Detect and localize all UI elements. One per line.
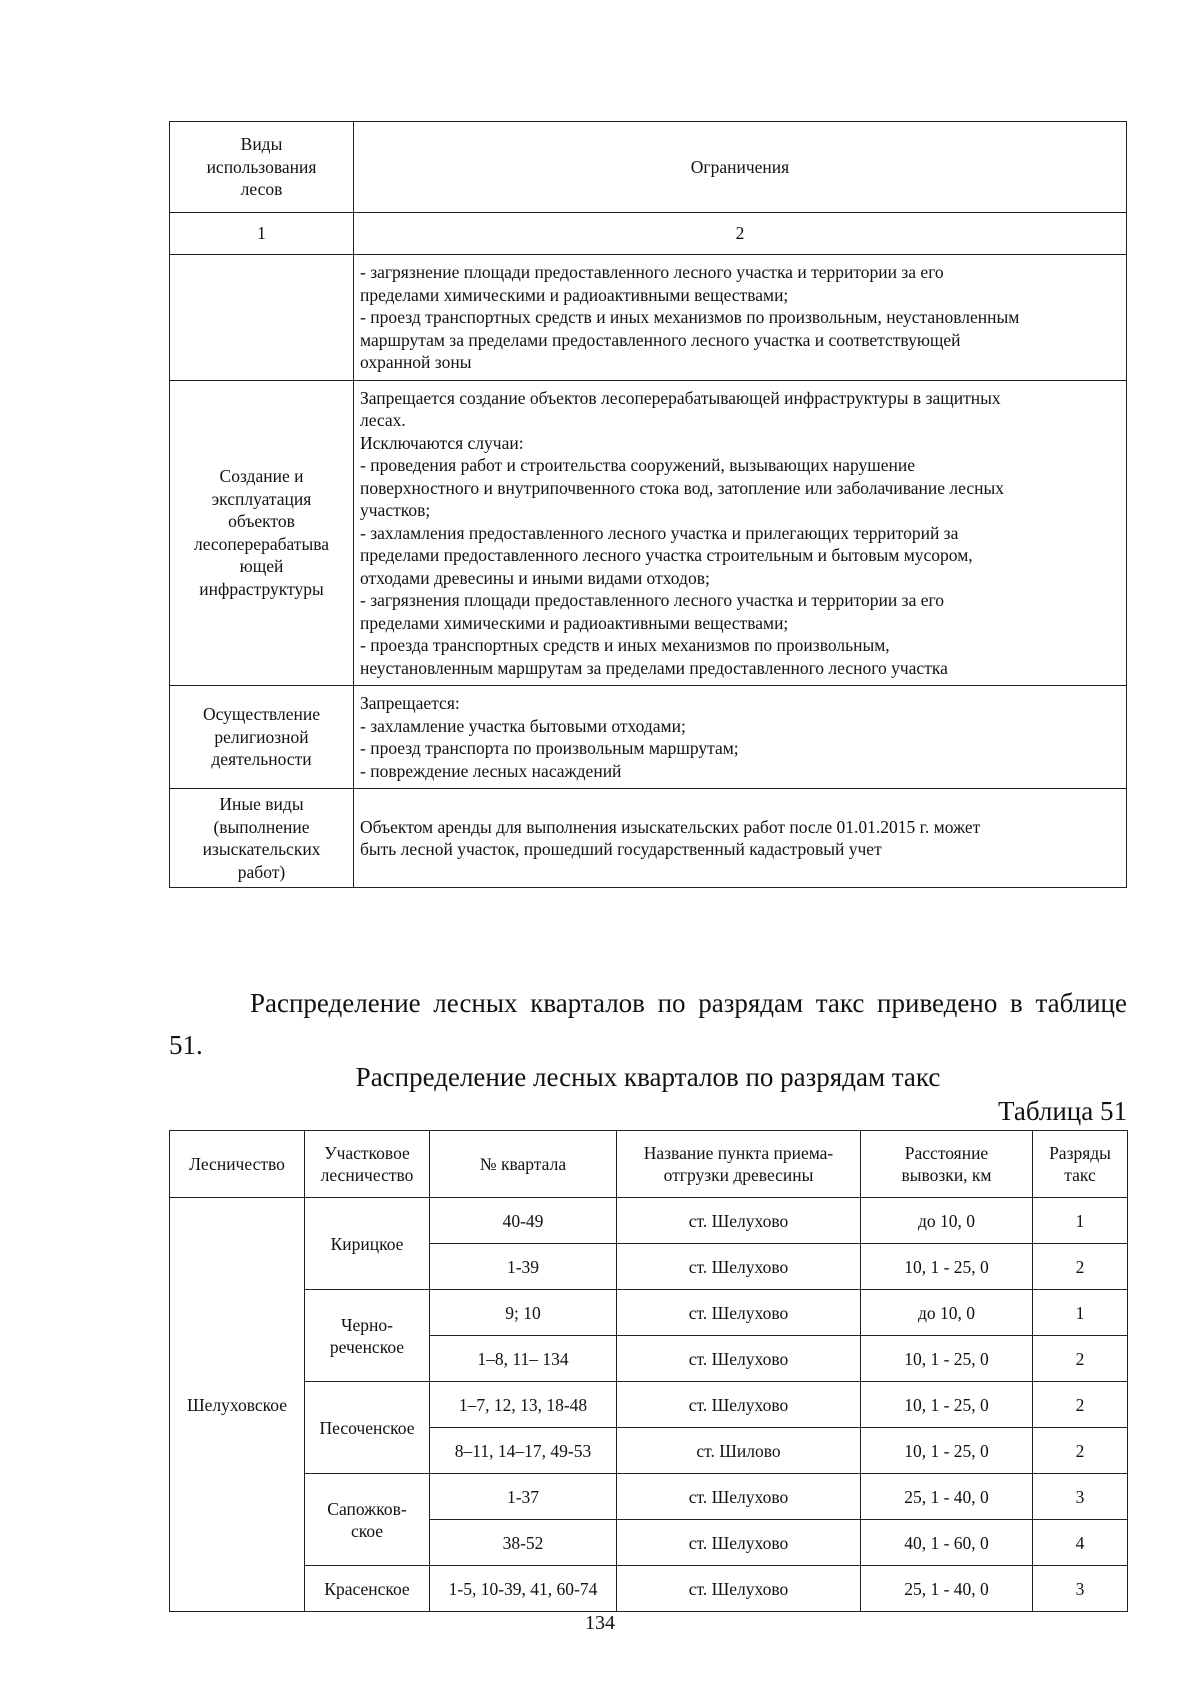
haul-distance: 10, 1 - 25, 0 [861, 1382, 1033, 1428]
quarter-number: 1-5, 10-39, 41, 60-74 [430, 1566, 617, 1612]
column-number-1: 1 [170, 213, 354, 255]
restriction-line: - загрязнение площади предоставленного лесного участка и территории за его [360, 262, 944, 282]
restriction-line: - повреждение лесных насаждений [360, 760, 622, 781]
table-row [170, 1290, 1128, 1336]
forestry-name: Шелуховское [170, 1198, 305, 1612]
district-name-line: ское [350, 1520, 384, 1541]
column-header-line: такс [1064, 1165, 1096, 1185]
column-header [617, 1131, 861, 1198]
restriction-line: - захламления предоставленного лесного участка и прилегающих территорий за [360, 522, 959, 543]
forest-use-type [170, 789, 354, 888]
forest-use-type-line: ющей [239, 556, 284, 577]
table-row [170, 1382, 1128, 1428]
district-name-line: Красенское [324, 1578, 410, 1599]
column-header-line: вывозки, км [901, 1165, 992, 1185]
header-line: лесов [240, 179, 283, 200]
tax-rank-table [169, 1130, 1128, 1612]
restriction-line: участков; [360, 500, 431, 520]
column-header [1033, 1131, 1128, 1198]
column-number-2: 2 [354, 213, 1127, 255]
column-header-line: Участковое [324, 1143, 410, 1163]
header-restrictions: Ограничения [354, 122, 1127, 213]
restriction-text [354, 686, 1127, 789]
restriction-text [354, 255, 1127, 381]
loading-point: ст. Шелухово [617, 1382, 861, 1428]
restriction-row [170, 255, 1127, 381]
forest-use-type-line: объектов [228, 511, 295, 532]
quarter-number: 40-49 [430, 1198, 617, 1244]
restriction-line: неустановленным маршрутам за пределами предоставленного лесного участка [360, 657, 948, 678]
forest-use-type [170, 255, 354, 381]
tax-rank: 3 [1033, 1474, 1128, 1520]
haul-distance: до 10, 0 [861, 1198, 1033, 1244]
column-header [430, 1131, 617, 1198]
quarter-number: 1–7, 12, 13, 18-48 [430, 1382, 617, 1428]
quarter-number: 1-37 [430, 1474, 617, 1520]
restriction-line: Объектом аренды для выполнения изыскательских работ после 01.01.2015 г. может [360, 816, 981, 837]
haul-distance: 10, 1 - 25, 0 [861, 1244, 1033, 1290]
district-name-line: Песоченское [319, 1417, 415, 1438]
haul-distance: 25, 1 - 40, 0 [861, 1566, 1033, 1612]
header-line: Виды [240, 134, 283, 155]
district-name-line: Кирицкое [330, 1233, 404, 1254]
quarter-number: 1–8, 11– 134 [430, 1336, 617, 1382]
column-header [305, 1131, 430, 1198]
haul-distance: до 10, 0 [861, 1290, 1033, 1336]
haul-distance: 25, 1 - 40, 0 [861, 1474, 1033, 1520]
restriction-text [354, 380, 1127, 686]
district-name-line: реченское [329, 1336, 405, 1357]
forest-use-type-line: деятельности [211, 749, 312, 770]
column-header-line: Лесничество [189, 1154, 285, 1174]
restriction-row [170, 686, 1127, 789]
forest-use-type-line: Осуществление [202, 704, 321, 725]
column-header-line: № квартала [479, 1154, 567, 1174]
restriction-line: отходами древесины и иными видами отходов; [360, 567, 710, 588]
column-header-line: Расстояние [904, 1143, 989, 1163]
restriction-line: - проведения работ и строительства сооружений, вызывающих нарушение [360, 455, 915, 475]
loading-point: ст. Шелухово [617, 1566, 861, 1612]
haul-distance: 40, 1 - 60, 0 [861, 1520, 1033, 1566]
loading-point: ст. Шилово [617, 1428, 861, 1474]
quarter-number: 8–11, 14–17, 49-53 [430, 1428, 617, 1474]
tax-rank: 4 [1033, 1520, 1128, 1566]
restrictions-table [169, 121, 1127, 888]
restriction-line: маршрутам за пределами предоставленного лесного участка и соответствующей [360, 329, 961, 350]
quarter-number: 38-52 [430, 1520, 617, 1566]
restriction-line: Исключаются случаи: [360, 432, 524, 453]
loading-point: ст. Шелухово [617, 1198, 861, 1244]
body-paragraph [169, 982, 1127, 1066]
district-name-line: Черно- [341, 1314, 393, 1335]
haul-distance: 10, 1 - 25, 0 [861, 1428, 1033, 1474]
district-name-line: Сапожков- [327, 1498, 407, 1519]
restriction-line: - проезда транспортных средств и иных механизмов по произвольным, [360, 635, 890, 655]
loading-point: ст. Шелухово [617, 1474, 861, 1520]
paragraph-line-1: Распределение лесных кварталов по разрядам такс приведено в таблице [250, 988, 1127, 1018]
column-header-line: отгрузки древесины [663, 1165, 814, 1185]
tax-rank: 2 [1033, 1244, 1128, 1290]
column-header [170, 1131, 305, 1198]
forest-use-type-line: инфраструктуры [199, 578, 324, 599]
restriction-line: - проезд транспортных средств и иных механизмов по произвольным, неустановленным [360, 307, 1020, 327]
quarter-number: 1-39 [430, 1244, 617, 1290]
restriction-line: пределами предоставленного лесного участка строительным и бытовым мусором, [360, 545, 973, 565]
forest-use-type-line: Создание и [219, 466, 304, 487]
loading-point: ст. Шелухово [617, 1520, 861, 1566]
tax-rank: 1 [1033, 1290, 1128, 1336]
column-header-line: лесничество [320, 1165, 414, 1185]
district-name [305, 1382, 430, 1474]
restriction-line: пределами химическими и радиоактивными веществами; [360, 284, 789, 305]
tax-rank-header-row [170, 1131, 1128, 1198]
loading-point: ст. Шелухово [617, 1290, 861, 1336]
column-header-line: Разряды [1049, 1143, 1111, 1163]
forest-use-type-line: работ) [237, 861, 286, 882]
column-header-line: Название пункта приема- [643, 1143, 834, 1163]
restriction-line: Запрещается: [360, 693, 460, 713]
restriction-row [170, 380, 1127, 686]
tax-rank: 1 [1033, 1198, 1128, 1244]
restriction-line: быть лесной участок, прошедший государственный кадастровый учет [360, 839, 882, 859]
forest-use-type-line: (выполнение [213, 816, 310, 837]
restrictions-header-row [170, 122, 1127, 213]
restriction-line: - захламление участка бытовыми отходами; [360, 715, 686, 736]
restriction-row [170, 789, 1127, 888]
restriction-text [354, 789, 1127, 888]
district-name [305, 1474, 430, 1566]
quarter-number: 9; 10 [430, 1290, 617, 1336]
district-name [305, 1566, 430, 1612]
restriction-line: охранной зоны [360, 352, 472, 372]
haul-distance: 10, 1 - 25, 0 [861, 1336, 1033, 1382]
restriction-line: - загрязнения площади предоставленного лесного участка и территории за его [360, 590, 944, 610]
table-row [170, 1198, 1128, 1244]
table-row [170, 1566, 1128, 1612]
tax-rank: 3 [1033, 1566, 1128, 1612]
tax-rank: 2 [1033, 1336, 1128, 1382]
restriction-line: пределами химическими и радиоактивными веществами; [360, 612, 789, 633]
forest-use-type [170, 686, 354, 789]
page-number: 134 [585, 1612, 615, 1634]
table-number: Таблица 51 [998, 1096, 1127, 1126]
tax-rank: 2 [1033, 1382, 1128, 1428]
restriction-line: поверхностного и внутрипочвенного стока вод, затопление или заболачивание лесных [360, 477, 1004, 498]
district-name [305, 1198, 430, 1290]
restriction-line: Запрещается создание объектов лесоперерабатывающей инфраструктуры в защитных [360, 387, 1001, 408]
forest-use-type-line: изыскательских [202, 839, 321, 859]
forest-use-type-line: лесоперерабатыва [193, 533, 330, 554]
tax-rank: 2 [1033, 1428, 1128, 1474]
table-row [170, 1474, 1128, 1520]
restriction-line: - проезд транспорта по произвольным маршрутам; [360, 738, 739, 758]
loading-point: ст. Шелухово [617, 1244, 861, 1290]
header-line: использования [206, 156, 317, 177]
column-header [861, 1131, 1033, 1198]
restriction-line: лесах. [360, 410, 406, 430]
forest-use-type [170, 380, 354, 686]
table-title: Распределение лесных кварталов по разрядам такс [355, 1062, 941, 1092]
forest-use-type-line: Иные виды [219, 794, 304, 814]
numbering-row [170, 213, 1127, 255]
loading-point: ст. Шелухово [617, 1336, 861, 1382]
paragraph-line-2: 51. [169, 1030, 203, 1060]
district-name [305, 1290, 430, 1382]
forest-use-type-line: религиозной [214, 726, 309, 747]
header-forest-use [170, 122, 354, 213]
forest-use-type-line: эксплуатация [211, 488, 312, 509]
